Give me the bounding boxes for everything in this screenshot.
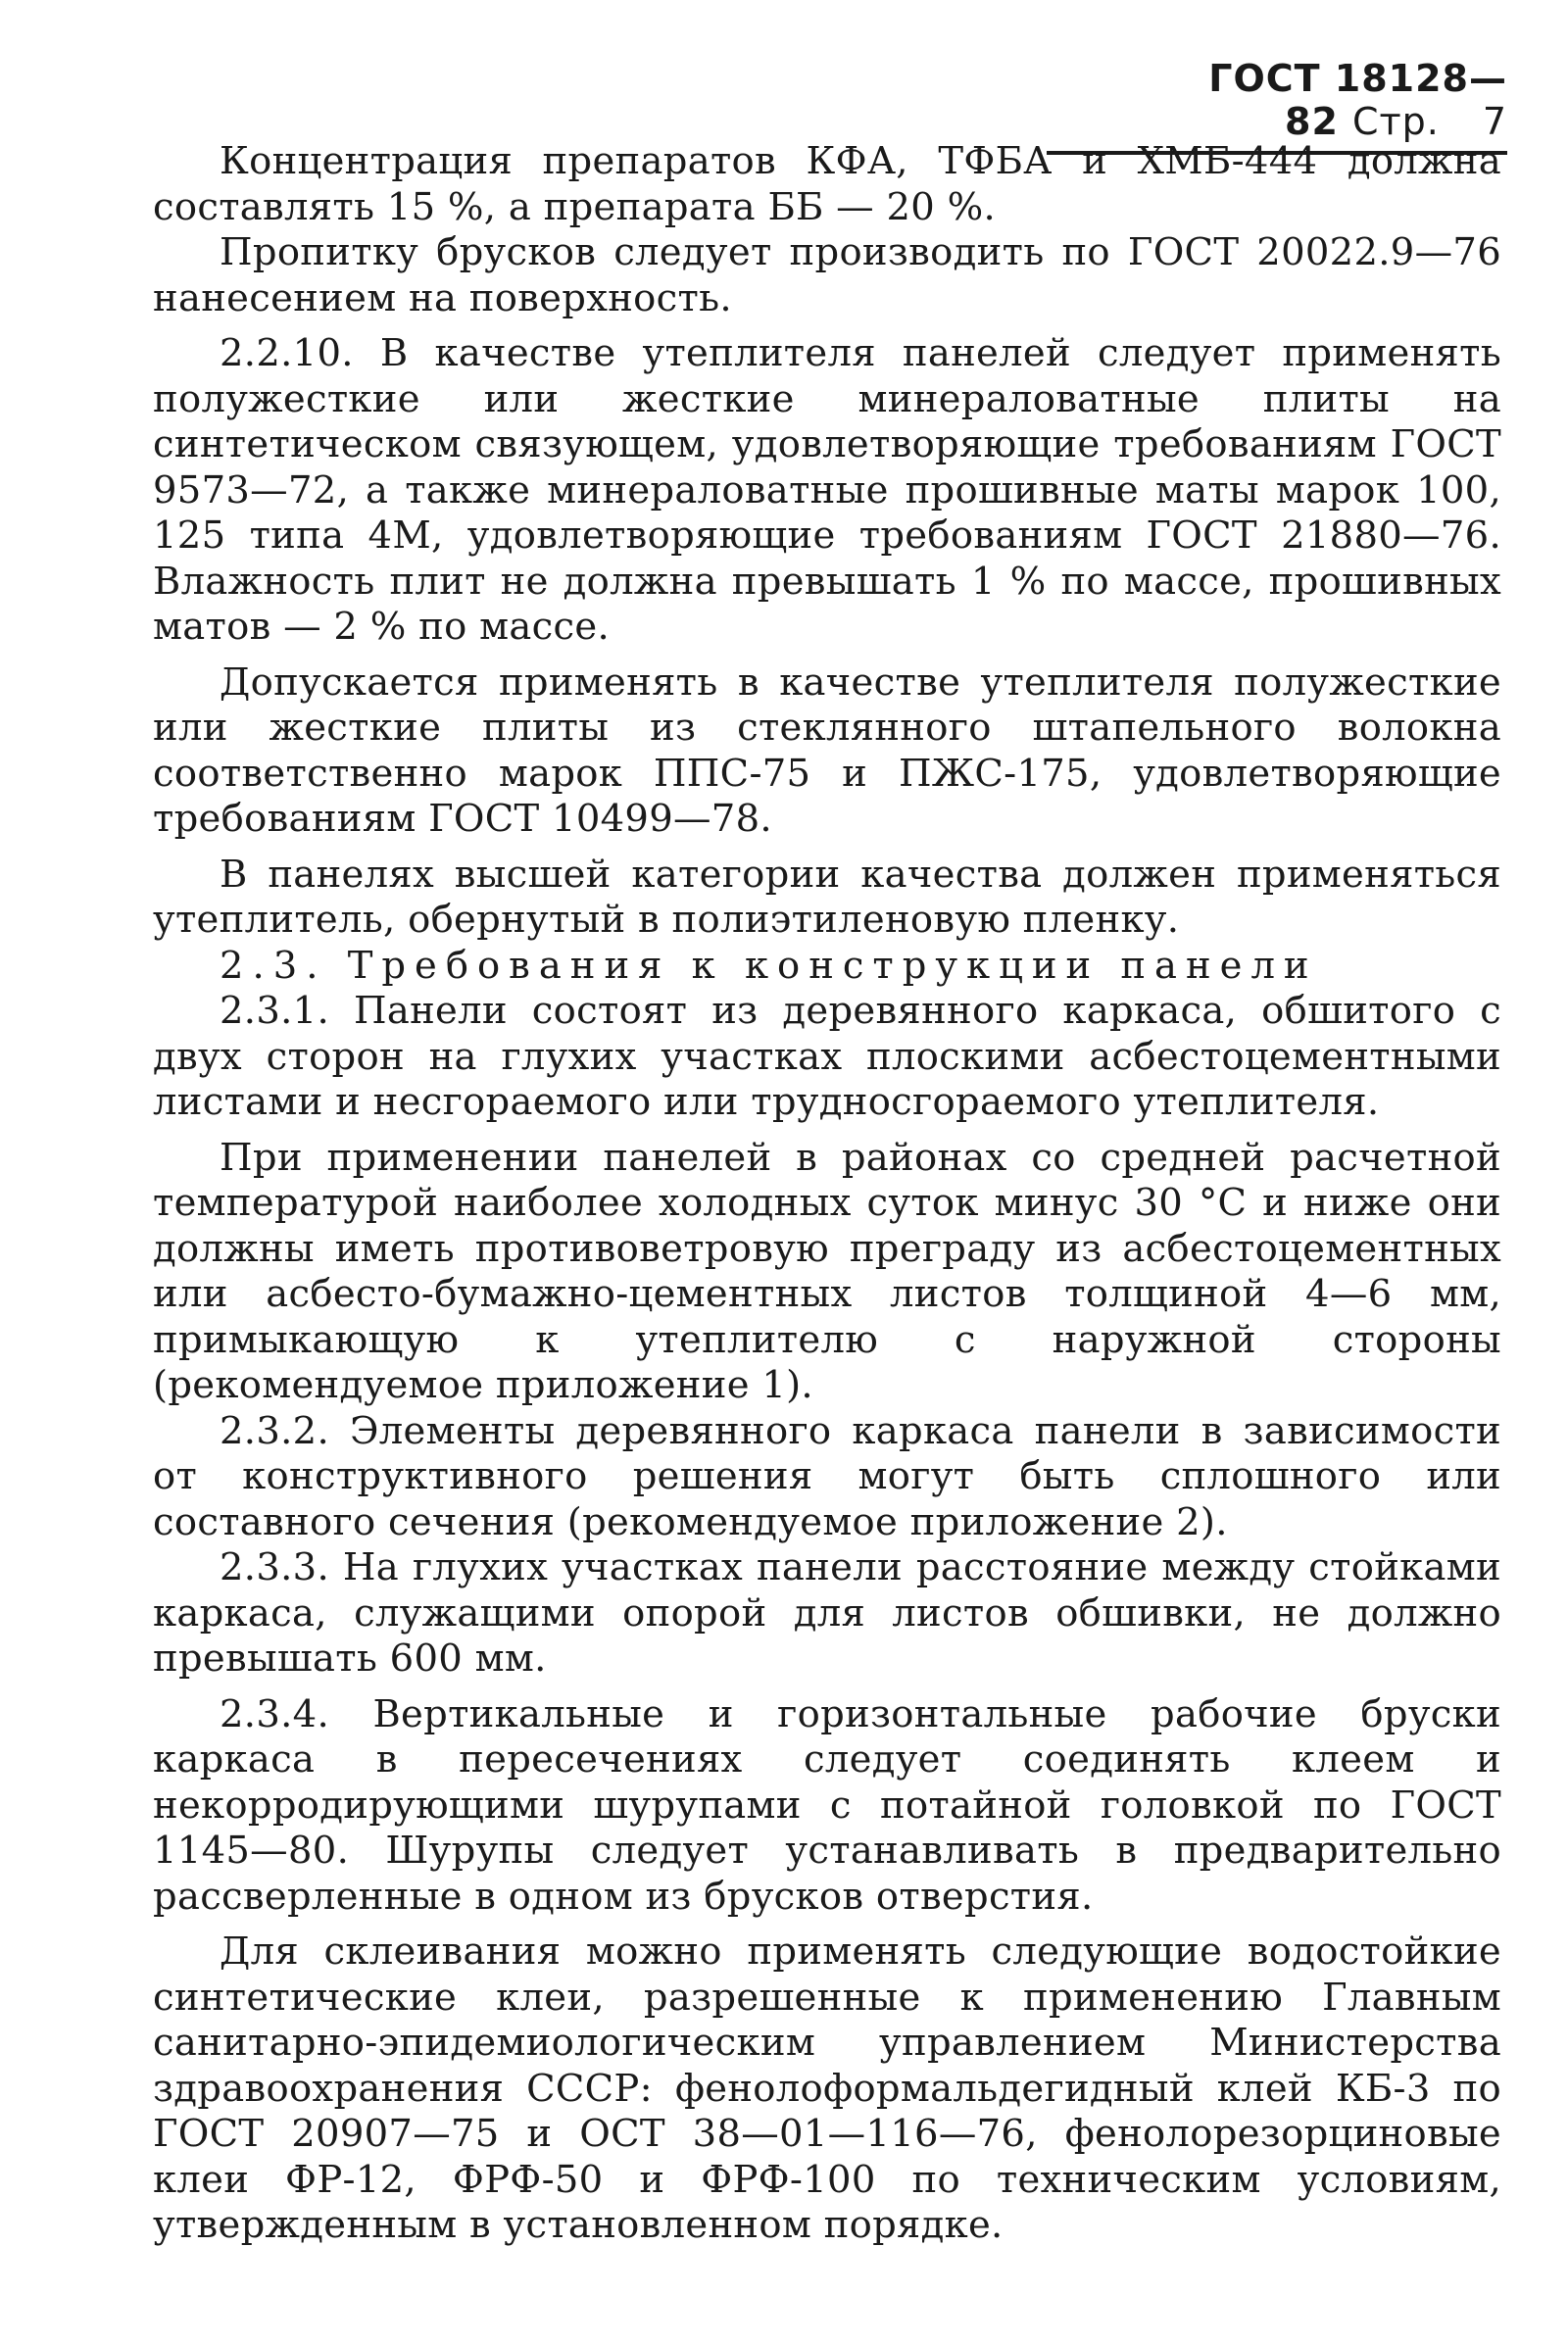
paragraph-2-3-1: 2.3.1. Панели состоят из деревянного каркаса, обшитого с двух сторон на глухих участках плоскими асбестоцементными листами и несгораемого или трудносгораемого утеплителя. <box>153 989 1501 1124</box>
paragraph-impregnation: Пропитку брусков следует производить по ГОСТ 20022.9—76 нанесением на поверхность. <box>153 230 1501 320</box>
document-body <box>153 139 1501 2259</box>
page-label: Стр. <box>1351 100 1440 143</box>
page-number: 7 <box>1482 100 1507 143</box>
paragraph-2-3-3: 2.3.3. На глухих участках панели расстояние между стойками каркаса, служащими опорой для листов обшивки, не должно превышать 600 мм. <box>153 1545 1501 1681</box>
paragraph-glass-fiber: Допускается применять в качестве утеплителя полужесткие или жесткие плиты из стеклянного штапельного волокна соответственно марок ППС-75 и ПЖС-175, удовлетворяющие требованиям ГОСТ 10499—78. <box>153 659 1501 841</box>
section-title-2-3: 2.3. Требования к конструкции панели <box>220 943 1318 988</box>
paragraph-2-3-2: 2.3.2. Элементы деревянного каркаса панели в зависимости от конструктивного решения могут быть сплошного или составного сечения (рекомендуемое приложение 2). <box>153 1408 1501 1544</box>
paragraph-2-3-4: 2.3.4. Вертикальные и горизонтальные рабочие бруски каркаса в пересечениях следует соединять клеем и некорродирующими шурупами с потайной головкой по ГОСТ 1145—80. Шурупы следует устанавливать в предварительно рассверленные в одном из брусков отверстия. <box>153 1691 1501 1919</box>
standard-number: ГОСТ 18128—82 <box>1208 57 1507 143</box>
paragraph-premium-quality: В панелях высшей категории качества должен применяться утеплитель, обернутый в полиэтиленовую пленку. <box>153 852 1501 942</box>
paragraph-wind-barrier: При применении панелей в районах со средней расчетной температурой наиболее холодных суток минус 30 °С и ниже они должны иметь противоветровую преграду из асбестоцементных или асбесто-бумажно-цементных листов толщиной 4—6 мм, примыкающую к утеплителю с наружной стороны (рекомендуемое приложение 1). <box>153 1135 1501 1407</box>
paragraph-concentration: Концентрация препаратов КФА, ТФБА и ХМБ-444 должна составлять 15 %, а препарата ББ — 20 %. <box>153 139 1501 229</box>
paragraph-adhesives: Для склеивания можно применять следующие водостойкие синтетические клеи, разрешенные к применению Главным санитарно-эпидемиологическим управлением Министерства здравоохранения СССР: фенолоформальдегидный клей КБ-3 по ГОСТ 20907—75 и ОСТ 38—01—116—76, фенолорезорциновые клеи ФР-12, ФРФ-50 и ФРФ-100 по техническим условиям, утвержденным в установленном порядке. <box>153 1929 1501 2247</box>
paragraph-2-2-10: 2.2.10. В качестве утеплителя панелей следует применять полужесткие или жесткие минераловатные плиты на синтетическом связующем, удовлетворяющие требованиям ГОСТ 9573—72, а также минераловатные прошивные маты марок 100, 125 типа 4М, удовлетворяющие требованиям ГОСТ 21880—76. Влажность плит не должна превышать 1 % по массе, прошивных матов — 2 % по массе. <box>153 331 1501 649</box>
